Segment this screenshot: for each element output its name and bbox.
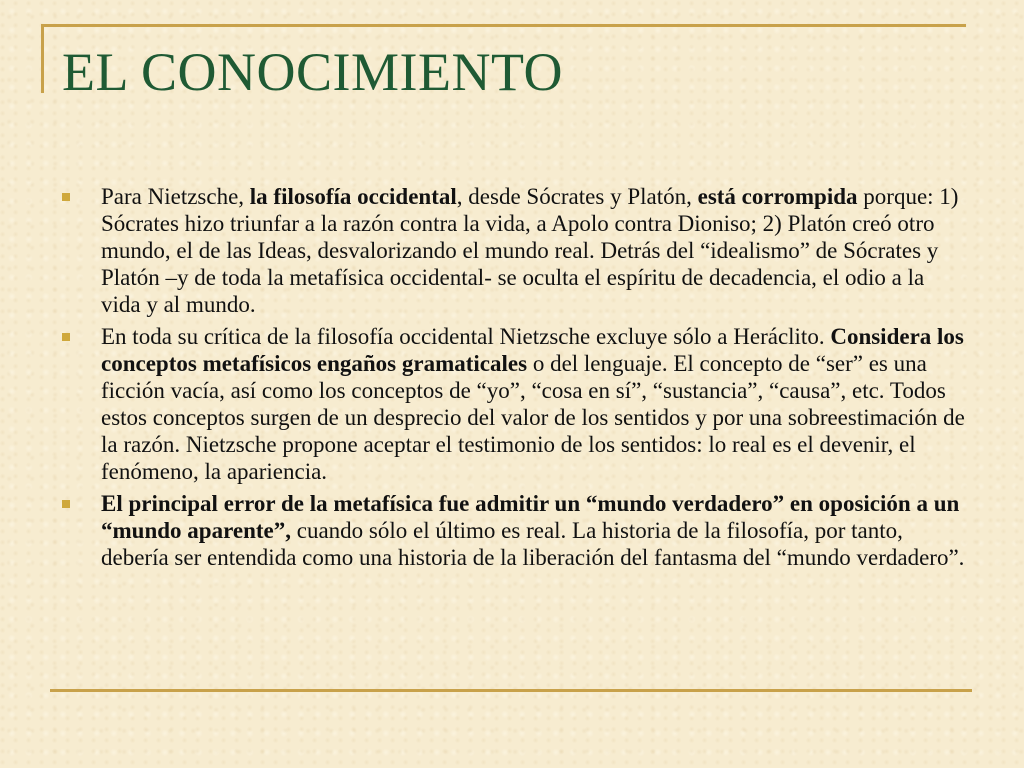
text-segment: , desde Sócrates y Platón, <box>456 184 698 209</box>
slide-title: EL CONOCIMIENTO <box>62 42 563 102</box>
top-divider-line <box>41 24 966 27</box>
bullet-item <box>62 323 967 485</box>
square-bullet-icon <box>62 500 70 508</box>
text-segment-bold: está corrompida <box>697 184 858 209</box>
text-segment: o del lenguaje. El concepto de “ser” es una ficción vacía, así como los conceptos de “yo”, “cosa en sí”, “sustancia”, “causa”, etc. Todos estos conceptos surgen de un desprecio del valor de los sentidos y por una sobreestimación de la razón. Nietzsche propone aceptar el testimonio de los sentidos: lo real es el devenir, el fenómeno, la apariencia. <box>101 351 965 484</box>
text-segment-bold: Considera los conceptos metafísicos engaños gramaticales <box>101 324 964 376</box>
bullet-item <box>62 490 967 571</box>
bottom-divider-line <box>50 689 972 692</box>
square-bullet-icon <box>62 333 70 341</box>
bullet-text <box>101 324 965 484</box>
title-accent-line <box>41 27 44 93</box>
text-segment: En toda su crítica de la filosofía occidental Nietzsche excluye sólo a Heráclito. <box>101 324 831 349</box>
text-segment: cuando sólo el último es real. La historia de la filosofía, por tanto, debería ser entendida como una historia de la liberación del fantasma del “mundo verdadero”. <box>101 518 965 570</box>
text-segment: porque: 1) Sócrates hizo triunfar a la razón contra la vida, a Apolo contra Dioniso; 2) Platón creó otro mundo, el de las Ideas, desvalorizando el mundo real. Detrás del “idealismo” de Sócrates y Platón –y de toda la metafísica occidental- se oculta el espíritu de decadencia, el odio a la vida y al mundo. <box>101 184 959 317</box>
text-segment: Para Nietzsche, <box>101 184 250 209</box>
text-segment-bold: la filosofía occidental <box>249 184 457 209</box>
bullet-text <box>101 184 958 317</box>
bullet-list <box>62 183 967 576</box>
text-segment-bold: El principal error de la metafísica fue admitir un “mundo verdadero” en oposición a un “mundo aparente”, <box>101 491 960 543</box>
bullet-item <box>62 183 967 318</box>
square-bullet-icon <box>62 193 70 201</box>
bullet-text <box>101 491 964 570</box>
